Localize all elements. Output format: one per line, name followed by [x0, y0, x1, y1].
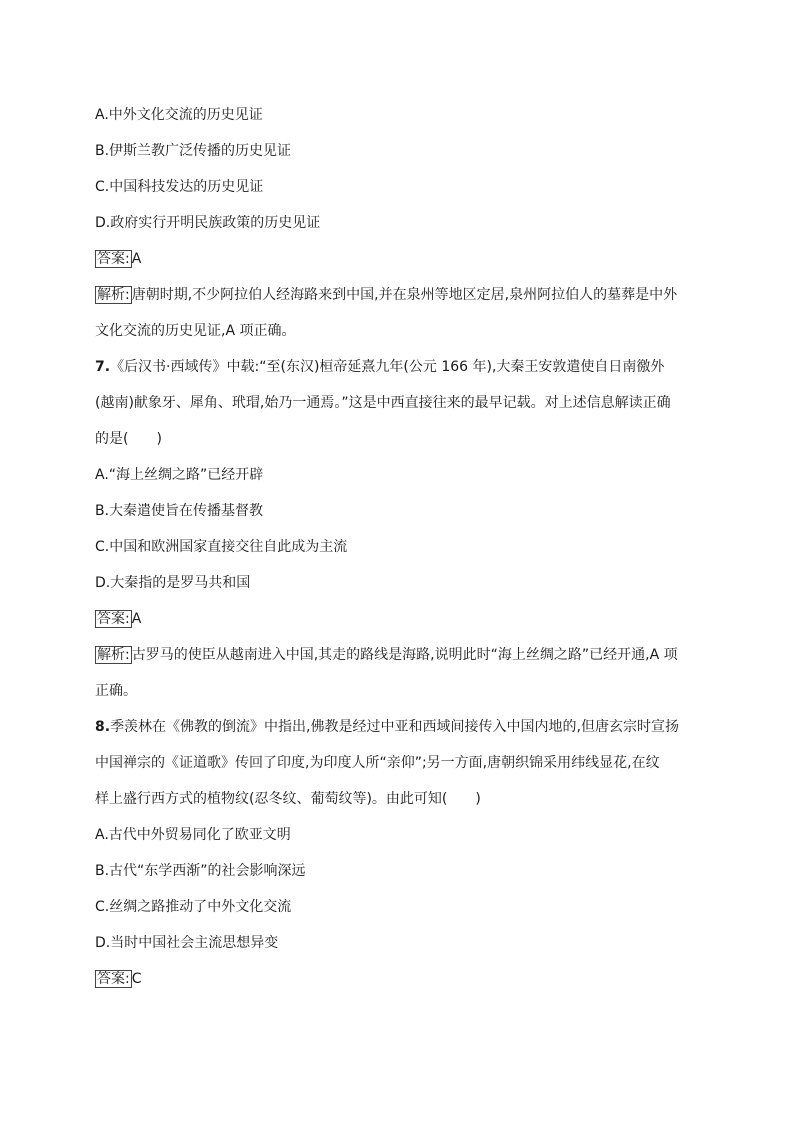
q7-stem-line-3: 的是( ) [95, 431, 162, 447]
q8-stem-line-2: 中国禅宗的《证道歌》传回了印度,为印度人所“亲仰”;另一方面,唐朝织锦采用纬线显花,在纹 [95, 755, 660, 771]
q6-answer [95, 249, 141, 269]
q8-option-a: A.古代中外贸易同化了欧亚文明 [95, 827, 291, 843]
q6-answer-value: A [131, 251, 142, 267]
q7-stem-text-1: 《后汉书·西域传》中载:“至(东汉)桓帝延熹九年(公元 166 年),大秦王安敦遣使自日南徼外 [110, 359, 665, 375]
q6-analysis-line-2: 文化交流的历史见证,A 项正确。 [95, 323, 296, 339]
q7-number: 7. [95, 359, 111, 375]
q7-analysis-text-1: 古罗马的使臣从越南进入中国,其走的路线是海路,说明此时“海上丝绸之路”已经开通,A 项 [131, 647, 678, 663]
q7-option-c: C.中国和欧洲国家直接交往自此成为主流 [95, 539, 348, 555]
q6-analysis-label: 解析: [97, 287, 130, 303]
q8-answer [95, 969, 142, 989]
q8-number: 8. [95, 719, 111, 735]
q7-stem-line-1 [95, 357, 664, 377]
q7-option-d: D.大秦指的是罗马共和国 [95, 575, 251, 591]
q8-stem-line-1 [95, 717, 679, 737]
q6-option-b: B.伊斯兰教广泛传播的历史见证 [95, 143, 292, 159]
q8-stem-line-3: 样上盛行西方式的植物纹(忍冬纹、葡萄纹等)。由此可知( ) [95, 791, 481, 807]
q8-stem-text-1: 季羡林在《佛教的倒流》中指出,佛教是经过中亚和西域间接传入中国内地的,但唐玄宗时宣扬 [110, 719, 679, 735]
q7-analysis-line-1 [95, 645, 678, 665]
q7-analysis-line-2: 正确。 [95, 683, 137, 699]
q8-option-b: B.古代“东学西渐”的社会影响深远 [95, 863, 306, 879]
q6-analysis-text-1: 唐朝时期,不少阿拉伯人经海路来到中国,并在泉州等地区定居,泉州阿拉伯人的墓葬是中外 [131, 287, 678, 303]
q6-option-a: A.中外文化交流的历史见证 [95, 107, 263, 123]
q6-answer-label: 答案: [97, 251, 130, 267]
q7-option-a: A.“海上丝绸之路”已经开辟 [95, 467, 264, 483]
q6-analysis-line-1 [95, 285, 677, 305]
q7-analysis-label: 解析: [97, 647, 130, 663]
q8-answer-value: C [131, 971, 142, 987]
q7-stem-line-2: (越南)献象牙、犀角、玳瑁,始乃一通焉。”这是中西直接往来的最早记载。对上述信息解读正确 [95, 395, 671, 411]
q7-answer-label: 答案: [97, 611, 130, 627]
q7-answer [95, 609, 141, 629]
q6-option-d: D.政府实行开明民族政策的历史见证 [95, 215, 321, 231]
q8-option-c: C.丝绸之路推动了中外文化交流 [95, 899, 292, 915]
q8-answer-label: 答案: [97, 971, 130, 987]
q7-option-b: B.大秦遣使旨在传播基督教 [95, 503, 264, 519]
q8-option-d: D.当时中国社会主流思想异变 [95, 935, 279, 951]
q7-answer-value: A [131, 611, 142, 627]
q6-option-c: C.中国科技发达的历史见证 [95, 179, 264, 195]
